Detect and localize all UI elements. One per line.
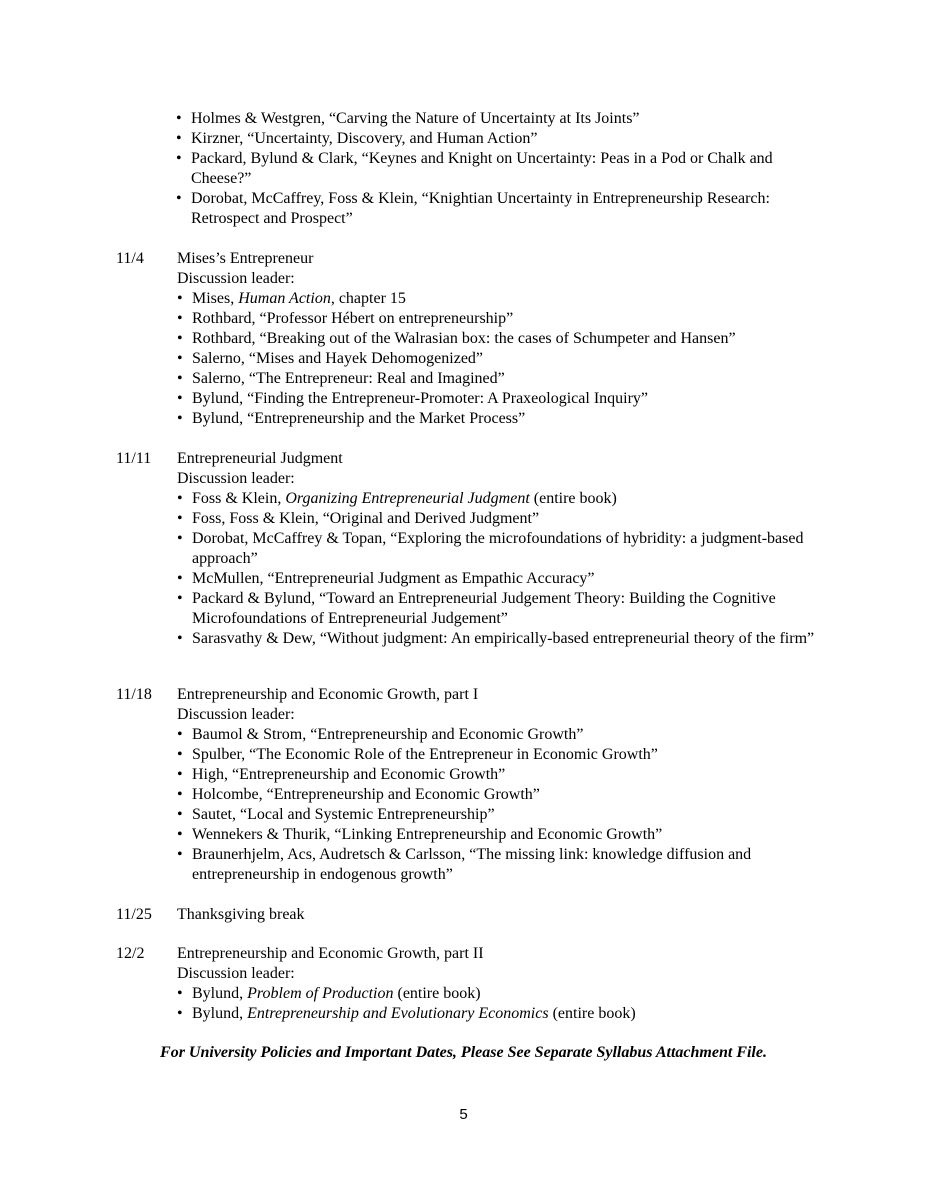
discussion-leader-label: Discussion leader:: [177, 270, 295, 287]
book-title: Problem of Production: [247, 985, 394, 1002]
bullet-icon: •: [177, 630, 183, 647]
bullet-icon: •: [177, 350, 183, 367]
session-title: Thanksgiving break: [177, 906, 305, 923]
reading-item: • Wennekers & Thurik, “Linking Entrepreneurship and Economic Growth”: [177, 826, 663, 843]
session-date: 11/11: [116, 450, 152, 467]
reading-item: [176, 189, 816, 229]
session-date: 11/4: [116, 250, 144, 267]
reading-item: • Salerno, “The Entrepreneur: Real and Imagined”: [177, 370, 505, 387]
bullet-icon: •: [177, 530, 183, 547]
session-date: 12/2: [116, 945, 145, 962]
page-number: 5: [459, 1106, 468, 1123]
reading-item: • Packard & Bylund, “Toward an Entrepreneurial Judgement Theory: Building the Cognitive Microfoundations of Entrepreneurial Judgement”: [177, 590, 776, 627]
reading-item: [176, 149, 816, 189]
reading-text: Kirzner, “Uncertainty, Discovery, and Human Action”: [191, 130, 538, 147]
reading-list: [177, 489, 816, 649]
bullet-icon: •: [176, 190, 182, 207]
bullet-icon: •: [177, 290, 183, 307]
reading-item: • Foss, Foss & Klein, “Original and Derived Judgment”: [177, 510, 540, 527]
bullet-icon: •: [176, 150, 182, 167]
reading-item: • McMullen, “Entrepreneurial Judgment as Empathic Accuracy”: [177, 570, 595, 587]
reading-item: • Rothbard, “Professor Hébert on entrepreneurship”: [177, 310, 514, 327]
bullet-icon: •: [177, 590, 183, 607]
reading-item: • Bylund, “Entrepreneurship and the Market Process”: [177, 410, 526, 427]
session-12-2: [116, 944, 816, 1024]
reading-item: [176, 129, 816, 149]
bullet-icon: •: [176, 130, 182, 147]
bullet-icon: •: [177, 570, 183, 587]
reading-item: • Salerno, “Mises and Hayek Dehomogenized”: [177, 350, 484, 367]
discussion-leader-label: Discussion leader:: [177, 965, 295, 982]
bullet-icon: •: [177, 985, 183, 1002]
session-title: Mises’s Entrepreneur: [177, 250, 314, 267]
session-date: 11/25: [116, 906, 152, 923]
reading-item: [176, 109, 816, 129]
bullet-icon: •: [177, 786, 183, 803]
reading-item: • Bylund, Entrepreneurship and Evolutionary Economics (entire book): [177, 1005, 636, 1022]
reading-item: • Bylund, Problem of Production (entire book): [177, 985, 481, 1002]
reading-item: • Holcombe, “Entrepreneurship and Economic Growth”: [177, 786, 540, 803]
reading-text: Packard, Bylund & Clark, “Keynes and Knight on Uncertainty: Peas in a Pod or Chalk and Cheese?”: [191, 150, 773, 187]
policies-note: For University Policies and Important Dates, Please See Separate Syllabus Attachment File.: [160, 1044, 767, 1061]
session-title: Entrepreneurship and Economic Growth, part I: [177, 686, 479, 703]
bullet-icon: •: [177, 510, 183, 527]
bullet-icon: •: [177, 410, 183, 427]
book-title: Human Action: [238, 290, 331, 307]
session-11-4: [116, 249, 816, 429]
reading-item: • Sarasvathy & Dew, “Without judgment: An empirically-based entrepreneurial theory of the firm”: [177, 630, 815, 647]
bullet-icon: •: [177, 846, 183, 863]
session-11-18: [116, 685, 816, 885]
reading-item: • Baumol & Strom, “Entrepreneurship and Economic Growth”: [177, 726, 584, 743]
reading-text: Holmes & Westgren, “Carving the Nature of Uncertainty at Its Joints”: [191, 110, 640, 127]
bullet-icon: •: [177, 766, 183, 783]
session-11-11: [116, 449, 816, 649]
reading-item: • Sautet, “Local and Systemic Entrepreneurship”: [177, 806, 495, 823]
reading-item: • Foss & Klein, Organizing Entrepreneurial Judgment (entire book): [177, 490, 617, 507]
reading-item: • Braunerhjelm, Acs, Audretsch & Carlsson, “The missing link: knowledge diffusion and entrepreneurship in endogenous growth”: [177, 846, 752, 883]
session-title: Entrepreneurship and Economic Growth, part II: [177, 945, 484, 962]
bullet-icon: •: [177, 330, 183, 347]
reading-item: • Dorobat, McCaffrey & Topan, “Exploring the microfoundations of hybridity: a judgment-based approach”: [177, 530, 804, 567]
bullet-icon: •: [177, 826, 183, 843]
bullet-icon: •: [177, 806, 183, 823]
bullet-icon: •: [177, 390, 183, 407]
reading-item: • High, “Entrepreneurship and Economic Growth”: [177, 766, 506, 783]
session-11-25: [116, 905, 816, 925]
reading-item: • Mises, Human Action, chapter 15: [177, 290, 406, 307]
discussion-leader-label: Discussion leader:: [177, 706, 295, 723]
session-title: Entrepreneurial Judgment: [177, 450, 343, 467]
reading-item: • Spulber, “The Economic Role of the Entrepreneur in Economic Growth”: [177, 746, 658, 763]
reading-list: [177, 289, 816, 429]
reading-list: [177, 725, 816, 885]
bullet-icon: •: [177, 370, 183, 387]
reading-item: • Bylund, “Finding the Entrepreneur-Promoter: A Praxeological Inquiry”: [177, 390, 649, 407]
book-title: Entrepreneurship and Evolutionary Economics: [247, 1005, 549, 1022]
reading-list: [177, 984, 816, 1024]
reading-text: Dorobat, McCaffrey, Foss & Klein, “Knightian Uncertainty in Entrepreneurship Research: Retrospect and Prospect”: [191, 190, 770, 227]
bullet-icon: •: [177, 310, 183, 327]
bullet-icon: •: [177, 1005, 183, 1022]
session-date: 11/18: [116, 686, 152, 703]
book-title: Organizing Entrepreneurial Judgment: [285, 490, 530, 507]
discussion-leader-label: Discussion leader:: [177, 470, 295, 487]
reading-item: • Rothbard, “Breaking out of the Walrasian box: the cases of Schumpeter and Hansen”: [177, 330, 736, 347]
carryover-reading-list: [176, 109, 816, 229]
bullet-icon: •: [177, 746, 183, 763]
bullet-icon: •: [177, 490, 183, 507]
bullet-icon: •: [177, 726, 183, 743]
bullet-icon: •: [176, 110, 182, 127]
